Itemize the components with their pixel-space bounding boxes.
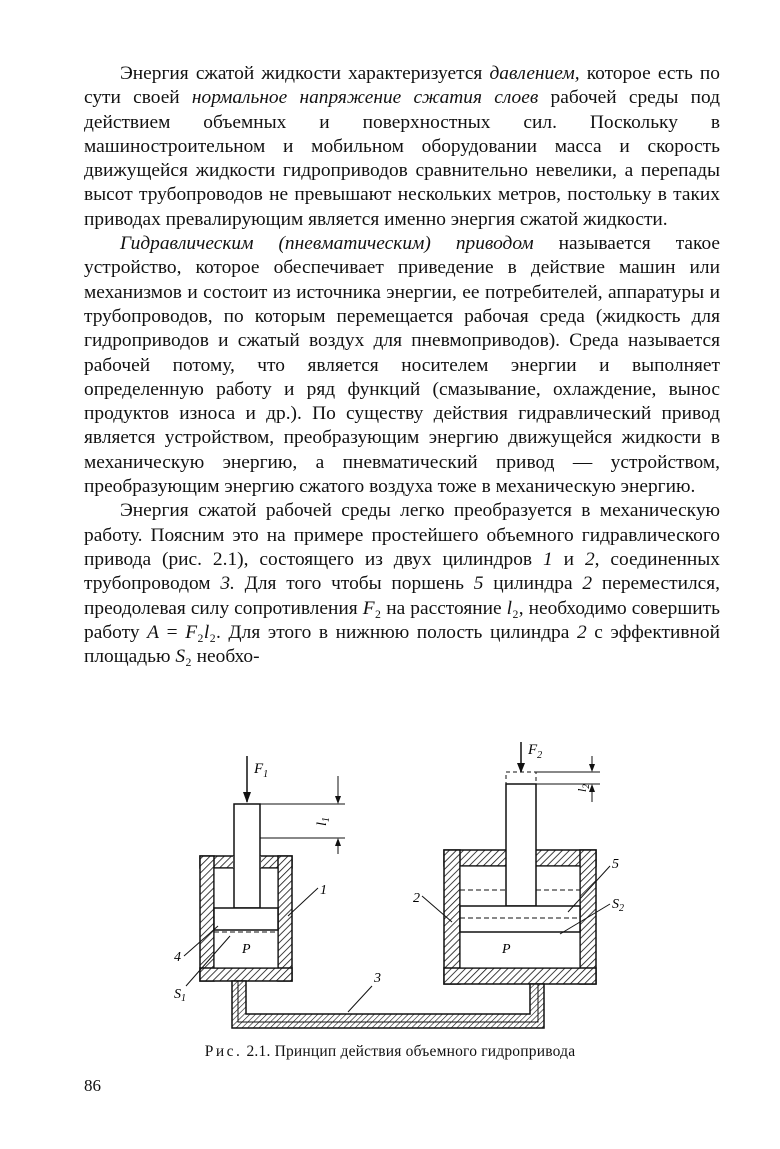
italic-run: A [147,621,159,643]
label-5: 5 [612,857,619,872]
italic-run: 5 [473,573,484,595]
text-run: , соединенных трубопроводом [84,548,721,595]
text-run: необхо- [191,646,260,668]
caption-label: Рис. [204,1043,243,1060]
text-run: называется такое устройство, которое обеспечивает приведение в действие машин или механизмов и состоит из источника энергии, ее потребителей, аппаратуры и трубопроводов, по которым перемещается рабочая среда (жидкость для гидроприводов и сжатый воздух для пневмоприводов). Среда называется рабочей потому, что является носителем энергии и выполняет определенную работу и ряд функций (смазывание, охлаждение, вынос продуктов износа и др.). По существу действия гидравлический привод является устройством, преобразующим энергию движущейся жидкости в механическую энергию, а пневматический привод — устройством, преобразующим энергию сжатого воздуха тоже в механическую энергию. [84,233,720,498]
text-run: с эффективной площадью [84,621,720,668]
label-p-left: P [242,942,251,957]
figure-hydraulic-drive [160,736,660,1036]
label-1: 1 [320,883,327,898]
label-p-right: P [502,942,511,957]
italic-run: 2 [576,621,587,643]
force-arrow-f2 [517,742,525,773]
text-run: рабочей среды под действием объемных и поверхностных сил. Поскольку в машиностроительном и мобильном оборудовании масса и скорость движущейся жидкости гидроприводов сравнительно невелики, а перепады высот трубопроводов не превышают нескольких метров, постольку в таких приводах превалирующим является именно энергия сжатой жидкости. [84,87,721,230]
paragraph [84,499,720,669]
italic-run: 1 [543,548,553,570]
label-f1: $F_1$ [254,761,269,780]
text-run: Энергия сжатой рабочей среды легко преобразуется в механическую работу. Поясним это на примере простейшего объемного гидравлического привода (рис. 2.1), состоящего из двух цилиндров [84,500,720,570]
page-number: 86 [84,1076,101,1095]
italic-run: F [185,621,198,643]
text-run: которое есть по сути своей [84,63,721,109]
italic-run: нормальное напряжение сжатия слоев [191,87,539,109]
text-run: ₂ [512,597,519,619]
pipeline-3 [232,981,544,1028]
text-run: ₂ [374,597,382,619]
text-run: ₂ [209,621,216,643]
label-s1: $S_1$ [174,987,186,1004]
label-s2: $S_2$ [612,897,624,914]
text-run: Энергия сжатой жидкости характеризуется [120,63,490,84]
paragraph [84,232,720,499]
text-run: переместился, преодолевая силу сопротивления [84,573,720,619]
italic-run: Гидравлическим (пневматическим) приводом [120,233,534,255]
italic-run: давлением, [489,63,580,84]
text-run: на расстояние [381,597,507,619]
italic-run: l [203,621,210,643]
label-3: 3 [374,971,381,986]
figure-caption [0,1043,780,1061]
italic-run: l [506,597,513,619]
italic-run: 2 [582,573,593,595]
text-run: и [552,548,585,570]
label-2: 2 [413,891,420,906]
label-l2: $l_2$ [575,784,591,792]
text-run: = [159,621,186,643]
force-arrow-f1 [243,756,251,803]
text-run: ₂ [185,646,192,668]
italic-run: 2 [584,548,595,570]
text-run: , необходимо совершить работу [84,597,720,643]
dimension-l1 [260,776,345,854]
label-l1: $l_1$ [315,817,332,826]
label-f2: $F_2$ [528,742,543,761]
text-run: цилиндра [483,573,583,595]
italic-run: F [362,597,375,619]
text-run: ₂ [197,621,204,643]
italic-run: S [175,646,186,668]
caption-text: 2.1. Принцип действия объемного гидропривода [246,1043,576,1060]
italic-run: 3. [220,573,235,595]
text-run: . Для этого в нижнюю полость цилиндра [215,621,577,643]
body-text [84,62,720,669]
label-4: 4 [174,950,181,965]
hydraulic-drive-diagram [160,736,660,1036]
text-run: Для того чтобы поршень [234,573,474,595]
paragraph [84,62,720,232]
